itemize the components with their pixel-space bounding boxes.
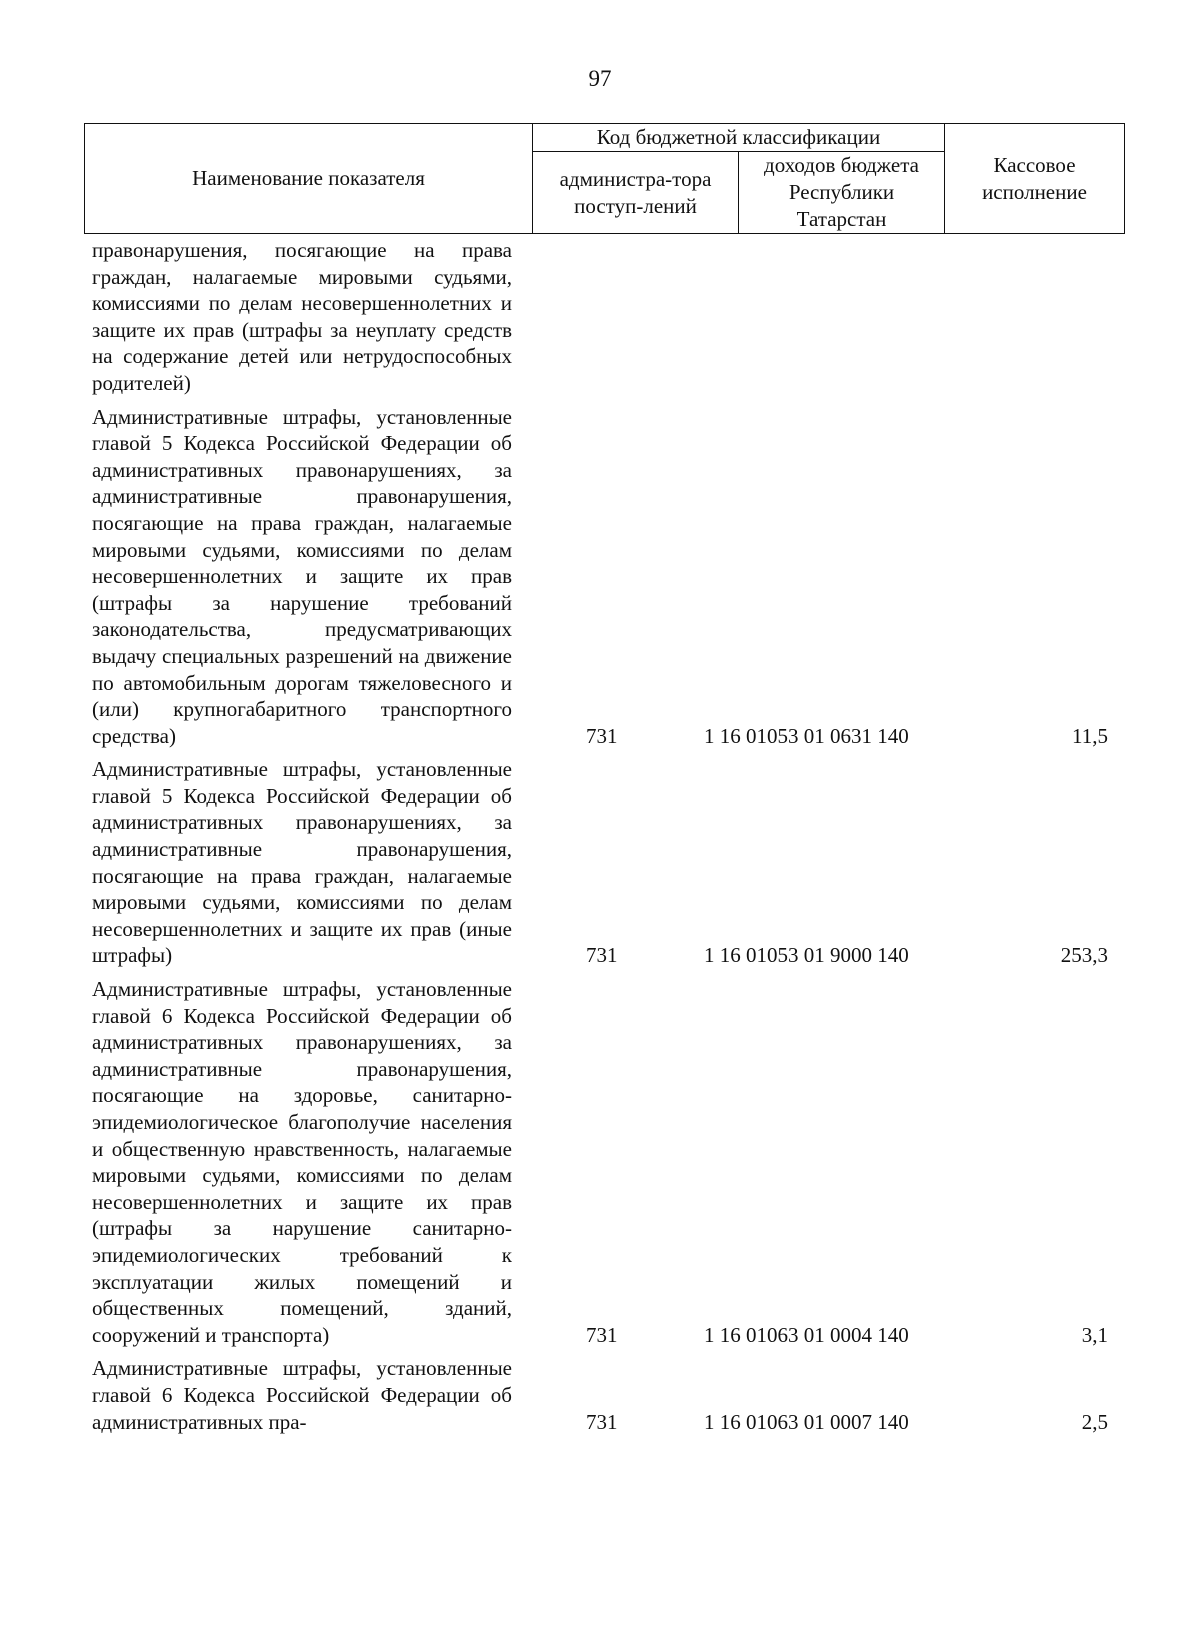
header-code-group: Код бюджетной классификации <box>533 124 945 152</box>
indicator-name: Административные штрафы, установленные главой 6 Кодекса Российской Федерации об административных пра- <box>92 1356 512 1434</box>
page-number: 97 <box>588 66 612 91</box>
indicator-name: Административные штрафы, установленные главой 5 Кодекса Российской Федерации об административных правонарушениях, за административные правонарушения, посягающие на права граждан, налагаемые мировыми судьями, комиссиями по делам несовершеннолетних и защите их прав (штрафы за нарушение требований законодательства, предусматривающих выдачу специальных разрешений на движение по автомобильным дорогам тяжеловесного и (или) крупногабаритного транспортного средства) <box>92 404 512 748</box>
admin-code: 731 <box>586 1322 618 1347</box>
table-row <box>0 756 1200 969</box>
execution-amount: 253,3 <box>1060 943 1108 968</box>
header-income-column: доходов бюджета Республики Татарстан <box>739 152 945 234</box>
execution-amount: 2,5 <box>1081 1409 1108 1434</box>
budget-code: 1 16 01053 01 0631 140 <box>704 723 909 748</box>
table-row <box>0 976 1200 1348</box>
table-row <box>0 404 1200 750</box>
indicator-name: Административные штрафы, установленные главой 5 Кодекса Российской Федерации об административных правонарушениях, за административные правонарушения, посягающие на права граждан, налагаемые мировыми судьями, комиссиями по делам несовершеннолетних и защите их прав (иные штрафы) <box>92 757 512 968</box>
header-exec-column: Кассовое исполнение <box>945 124 1125 234</box>
admin-code: 731 <box>586 1409 618 1434</box>
header-name-column: Наименование показателя <box>85 124 533 234</box>
indicator-name: правонарушения, посягающие на права граждан, налагаемые мировыми судьями, комиссиями по делам несовершеннолетних и защите их прав (штрафы за неуплату средств на содержание детей или нетрудоспособных родителей) <box>92 238 512 395</box>
budget-code: 1 16 01053 01 9000 140 <box>704 943 909 968</box>
budget-code: 1 16 01063 01 0004 140 <box>704 1322 909 1347</box>
admin-code: 731 <box>586 943 618 968</box>
header-admin-column: администра-тора поступ-лений <box>533 152 739 234</box>
indicator-name: Административные штрафы, установленные главой 6 Кодекса Российской Федерации об административных правонарушениях, за административные правонарушения, посягающие на здоровье, санитарно-эпидемиологическое благополучие населения и общественную нравственность, налагаемые мировыми судьями, комиссиями по делам несовершеннолетних и защите их прав (штрафы за нарушение санитарно-эпидемиологических требований к эксплуатации жилых помещений и общественных помещений, зданий, сооружений и транспорта) <box>92 977 512 1347</box>
table-header <box>84 123 1125 234</box>
table-row <box>0 237 1200 397</box>
budget-code: 1 16 01063 01 0007 140 <box>704 1409 909 1434</box>
admin-code: 731 <box>586 723 618 748</box>
execution-amount: 3,1 <box>1081 1322 1108 1347</box>
table-body <box>0 237 1200 1435</box>
table-row <box>0 1355 1200 1435</box>
execution-amount: 11,5 <box>1072 723 1108 748</box>
